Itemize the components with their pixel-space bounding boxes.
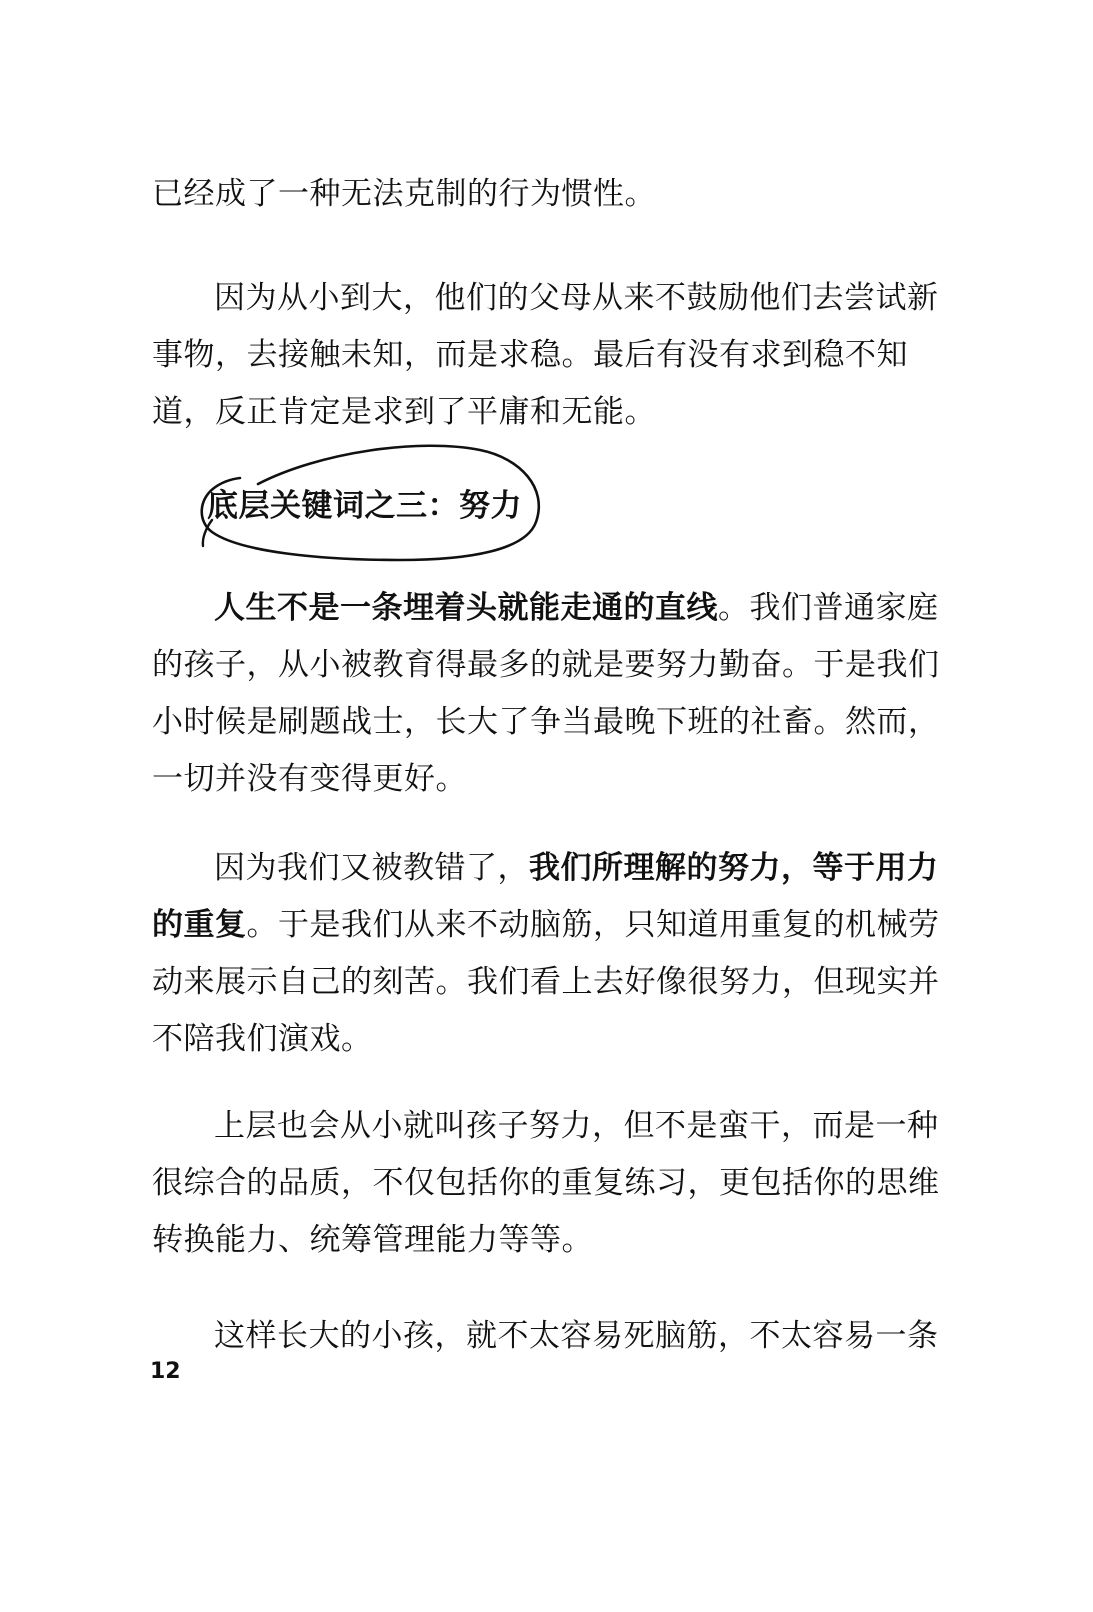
- text-segment: 。我们普通家庭的孩子，从小被教育得最多的就是要努力勤奋。于是我们小时候是刷题战士，长大了争当最晚下班的社畜。然而，一切并没有变得更好。: [152, 590, 940, 797]
- page-number: 12: [150, 1359, 181, 1384]
- bold-text-segment: 人生不是一条埋着头就能走通的直线: [214, 590, 718, 626]
- paragraph-taught-wrong: [152, 840, 942, 1068]
- paragraph-continuation: [152, 166, 942, 223]
- section-heading: 底层关键词之三：努力: [207, 488, 522, 524]
- text-segment: 这样长大的小孩，就不太容易死脑筋，不太容易一条: [214, 1318, 939, 1354]
- paragraph-parents-stability: [152, 270, 942, 441]
- paragraph-grow-up: [152, 1308, 942, 1365]
- paragraph-upper-class: [152, 1098, 942, 1269]
- text-segment: 因为从小到大，他们的父母从来不鼓励他们去尝试新事物，去接触未知，而是求稳。最后有没有求到稳不知道，反正肯定是求到了平庸和无能。: [152, 280, 939, 430]
- text-segment: 上层也会从小就叫孩子努力，但不是蛮干，而是一种很综合的品质，不仅包括你的重复练习，更包括你的思维转换能力、统筹管理能力等等。: [152, 1108, 940, 1258]
- text-segment: 已经成了一种无法克制的行为惯性。: [152, 176, 656, 212]
- text-segment: 因为我们又被教错了，: [214, 850, 529, 886]
- bold-text-segment: 我们所理解的努力，等于用力的重复: [152, 850, 939, 943]
- paragraph-life-not-straight: [152, 580, 942, 808]
- text-segment: 。于是我们从来不动脑筋，只知道用重复的机械劳动来展示自己的刻苦。我们看上去好像很努力，但现实并不陪我们演戏。: [152, 907, 940, 1057]
